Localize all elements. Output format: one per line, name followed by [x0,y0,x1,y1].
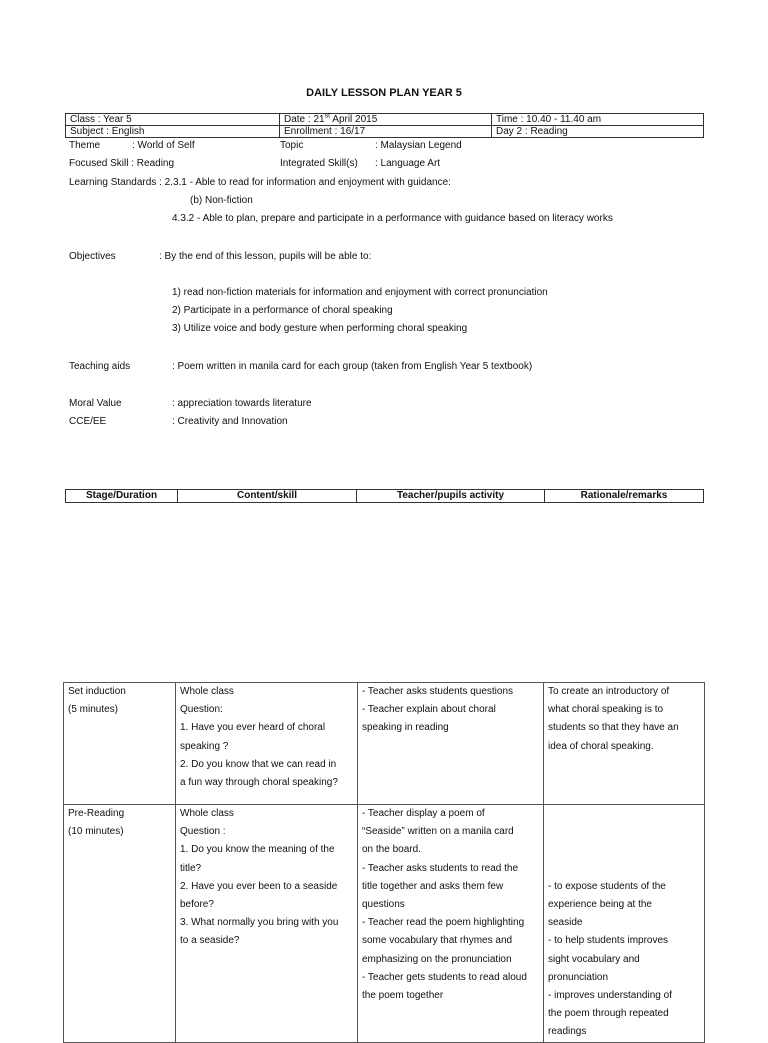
table-row [64,683,705,805]
theme-value: : World of Self [132,140,195,151]
activity-cell: - Teacher display a poem of “Seaside” written on a manila card on the board. - Teacher asks students to read the title together and asks them few questions - Teacher read the poem highlighting some vocabulary that rhymes and emphasizing on the pronunciation - Teacher gets students to read aloud the poem together [358,805,544,1043]
rationale-cell: - to expose students of the experience being at the seaside - to help students improves sight vocabulary and pronunciation - improves understanding of the poem through repeated readings [544,805,705,1043]
objectives-intro: : By the end of this lesson, pupils will be able to: [159,251,372,262]
learning-standard-1: Learning Standards : 2.3.1 - Able to read for information and enjoyment with guidance: [69,177,451,188]
header-activity: Teacher/pupils activity [357,490,545,503]
theme-label: Theme [69,140,101,151]
learning-standard-2: 4.3.2 - Able to plan, prepare and participate in a performance with guidance based on literacy works [172,213,613,224]
lesson-table [63,682,705,1043]
table-row [64,805,705,1043]
page-title: DAILY LESSON PLAN YEAR 5 [306,87,462,99]
activity-cell: - Teacher asks students questions - Teacher explain about choral speaking in reading [358,683,544,805]
class-cell: Class : Year 5 [66,114,280,126]
objective-item: 3) Utilize voice and body gesture when performing choral speaking [172,323,468,334]
objectives-label: Objectives [69,251,116,262]
day-cell: Day 2 : Reading [492,126,704,138]
topic-label: Topic [280,140,304,151]
time-cell: Time : 10.40 - 11.40 am [492,114,704,126]
stage-cell: Pre-Reading (10 minutes) [64,805,176,1043]
teaching-aids-label: Teaching aids [69,361,131,372]
focused-skill: Focused Skill : Reading [69,158,175,169]
integrated-value: : Language Art [375,158,441,169]
header-content: Content/skill [178,490,357,503]
enrollment-cell: Enrollment : 16/17 [280,126,492,138]
stage-header-table [65,489,704,503]
header-stage: Stage/Duration [66,490,178,503]
content-cell: Whole class Question: 1. Have you ever heard of choral speaking ? 2. Do you know that we can read in a fun way through choral speaking? [176,683,358,805]
teaching-aids-value: : Poem written in manila card for each group (taken from English Year 5 textbook) [172,361,533,372]
topic-value: : Malaysian Legend [375,140,462,151]
subject-cell: Subject : English [66,126,280,138]
stage-cell: Set induction (5 minutes) [64,683,176,805]
cce-value: : Creativity and Innovation [172,416,288,427]
integrated-label: Integrated Skill(s) [280,158,358,169]
objective-item: 1) read non-fiction materials for information and enjoyment with correct pronunciation [172,287,548,298]
rationale-cell: To create an introductory of what choral speaking is to students so that they have an idea of choral speaking. [544,683,705,805]
objective-item: 2) Participate in a performance of choral speaking [172,305,393,316]
cce-label: CCE/EE [69,416,107,427]
header-rationale: Rationale/remarks [545,490,704,503]
date-cell: Date : 21st April 2015 [280,114,492,126]
learning-standard-1b: (b) Non-fiction [190,195,253,206]
moral-label: Moral Value [69,398,122,409]
content-cell: Whole class Question : 1. Do you know the meaning of the title? 2. Have you ever been to a seaside before? 3. What normally you bring with you to a seaside? [176,805,358,1043]
info-table [65,113,704,138]
moral-value: : appreciation towards literature [172,398,312,409]
